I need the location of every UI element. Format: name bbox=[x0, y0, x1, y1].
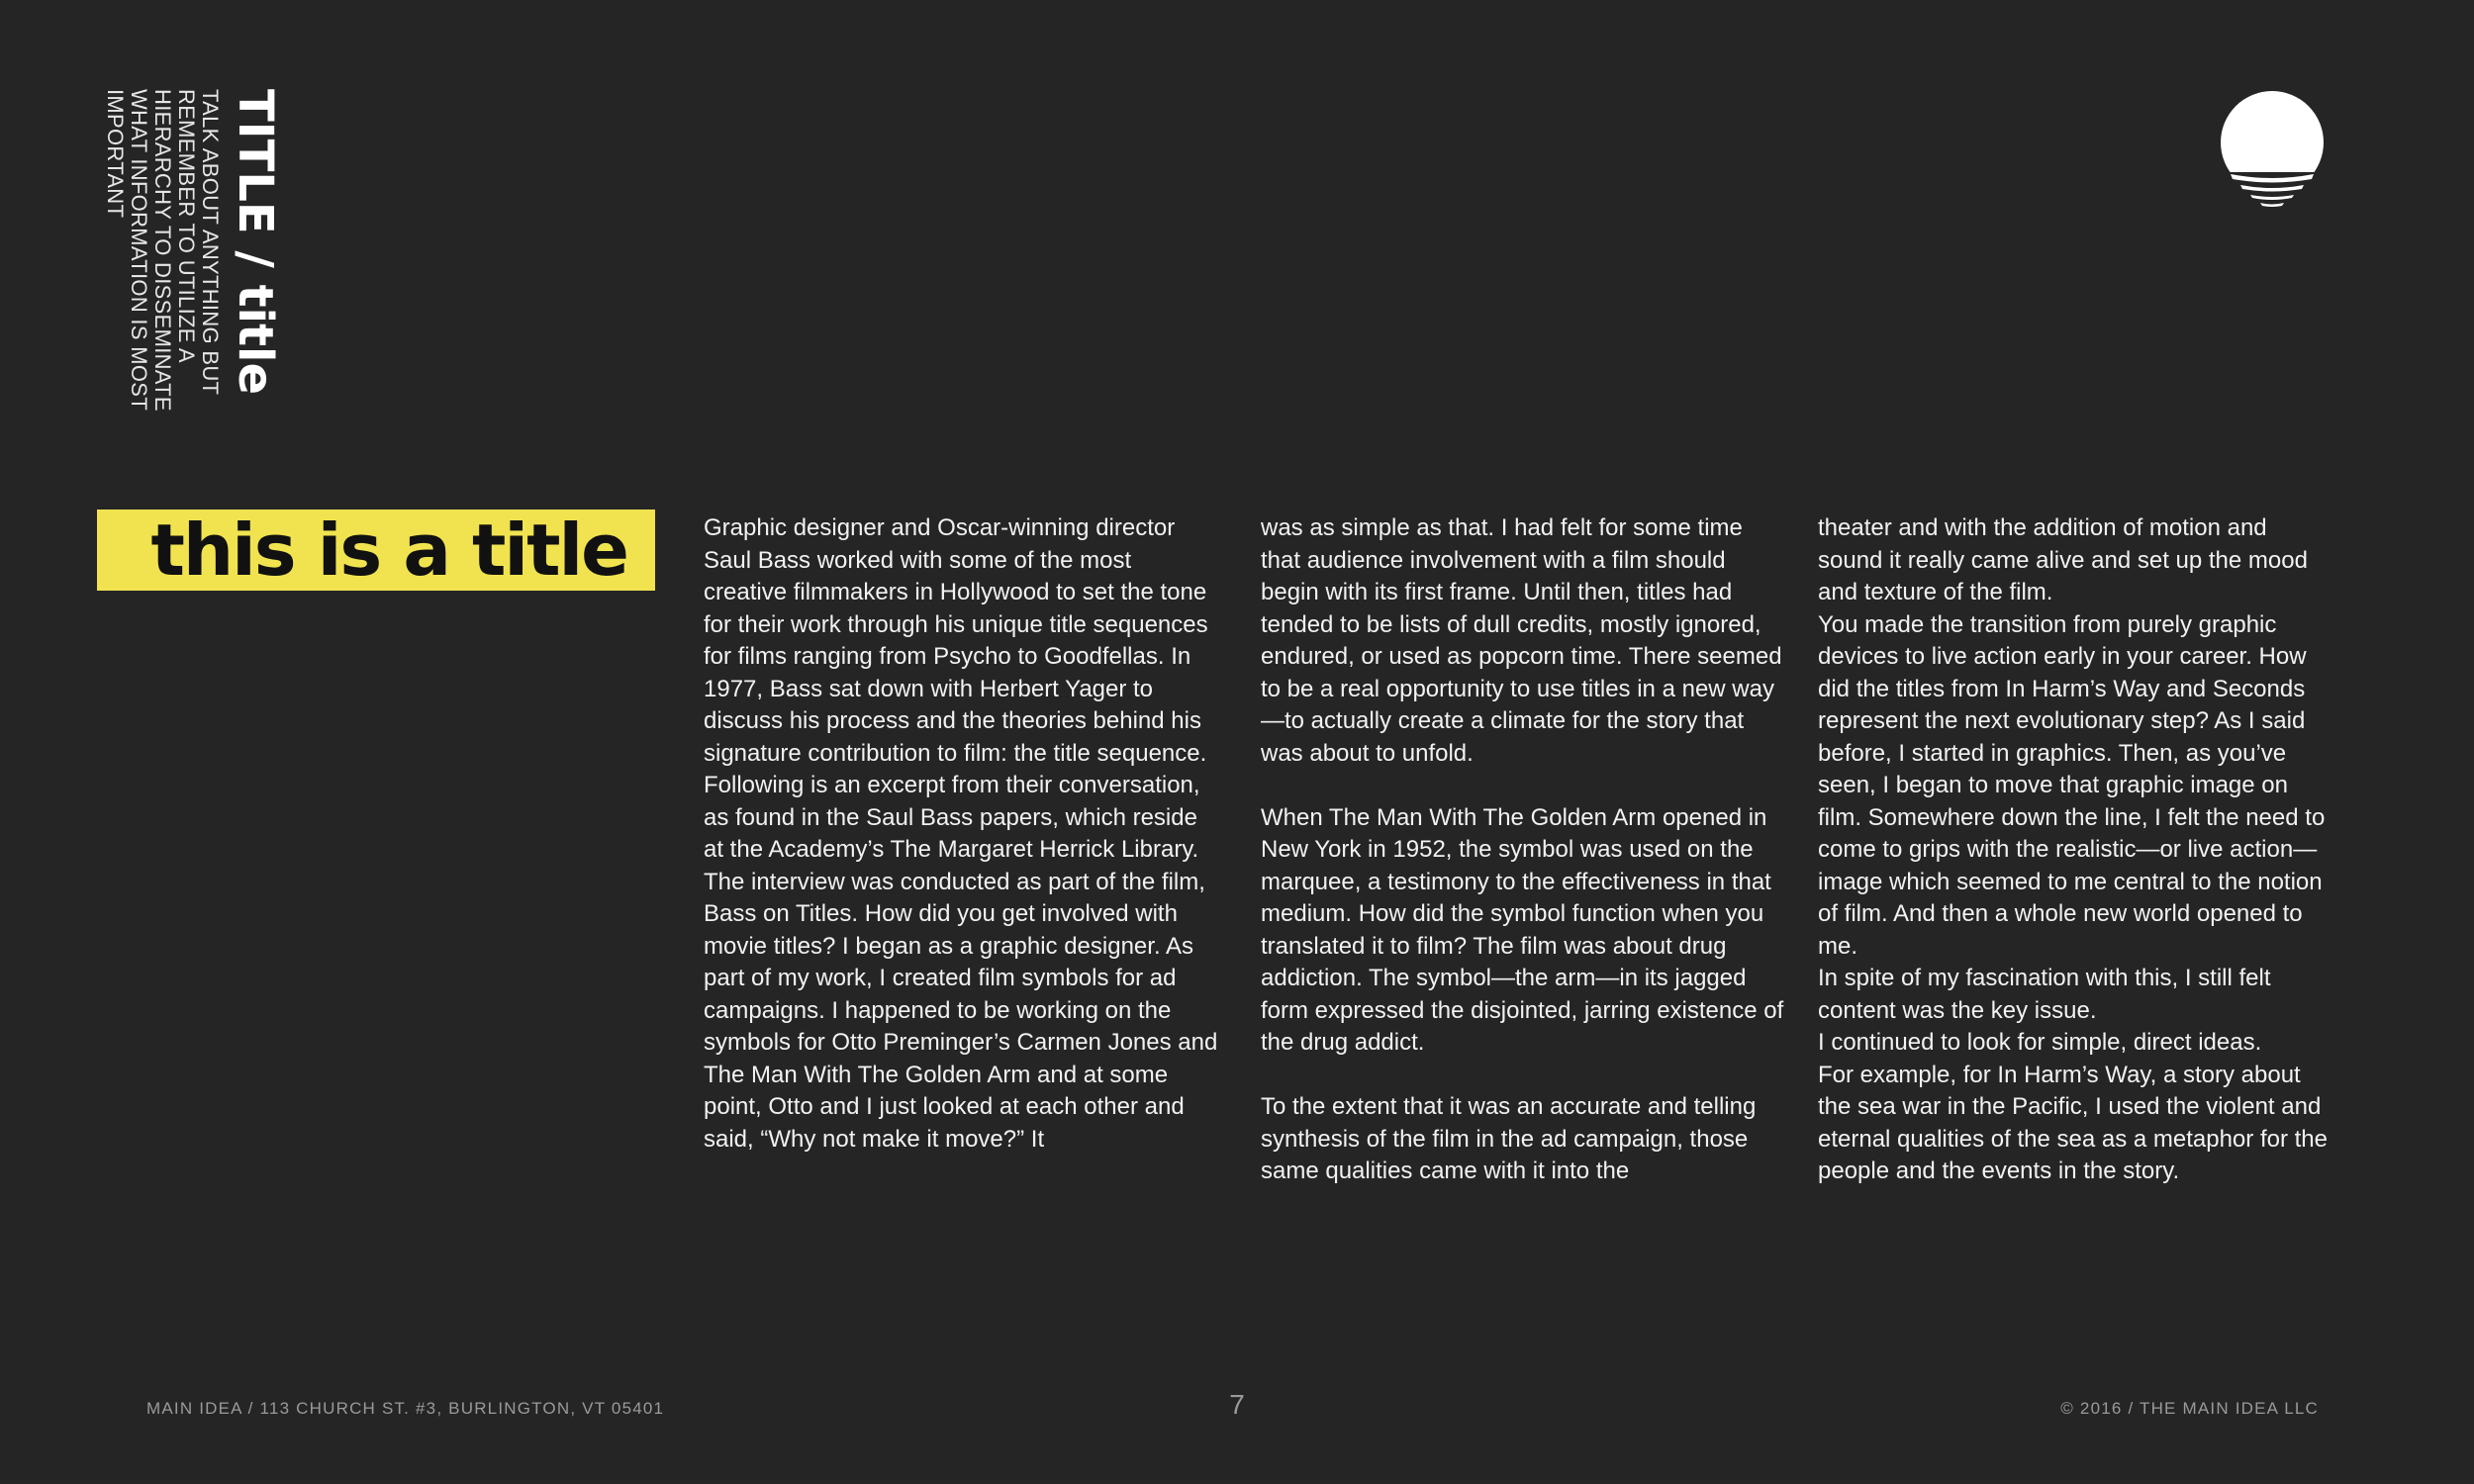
paragraph: In spite of my fascination with this, I still felt content was the key issue. bbox=[1818, 965, 2271, 1024]
sun-setting-icon bbox=[2217, 87, 2328, 216]
paragraph: I continued to look for simple, direct ideas. bbox=[1818, 1029, 2262, 1056]
side-subtitle: TALK ABOUT ANYTHING BUT REMEMBER TO UTILIZE A HIERARCHY TO DISSEMINATE WHAT INFORMATION IS MOST IMPORTANT bbox=[103, 89, 223, 412]
footer-copyright: © 2016 / THE MAIN IDEA LLC bbox=[2060, 1399, 2319, 1418]
page-title: this is a title bbox=[150, 509, 627, 592]
logo bbox=[2217, 87, 2328, 216]
text-column-1 bbox=[704, 512, 1218, 1156]
text-column-2 bbox=[1261, 512, 1785, 1188]
page-number: 7 bbox=[1229, 1389, 1245, 1420]
paragraph: You made the transition from purely graphic devices to live action early in your career. How did the titles from In Harm’s Way and Seconds represent the next evolutionary step? As I said before, I started in graphics. Then, as you’ve seen, I began to move that graphic image on film. Somewhere down the line, I felt the need to come to grips with the realistic—or live action—image which seemed to me central to the notion of film. And then a whole new world opened to me. bbox=[1818, 610, 2326, 960]
side-title: TITLE / title bbox=[228, 89, 283, 396]
paragraph: When The Man With The Golden Arm opened in New York in 1952, the symbol was used on the marquee, a testimony to the effectiveness in that medium. How did the symbol function when you translated it to film? The film was about drug addiction. The symbol—the arm—in its jagged form expressed the disjointed, jarring existence of the drug addict. bbox=[1261, 803, 1784, 1056]
title-banner bbox=[97, 510, 655, 591]
paragraph: Graphic designer and Oscar-winning director Saul Bass worked with some of the most creative filmmakers in Hollywood to set the tone for their work through his unique title sequences for films ranging from Psycho to Goodfellas. In 1977, Bass sat down with Herbert Yager to discuss his process and the theories behind his signature contribution to film: the title sequence. Following is an excerpt from their conversation, as found in the Saul Bass papers, which reside at the Academy’s The Margaret Herrick Library. The interview was conducted as part of the film, Bass on Titles. How did you get involved with movie titles? I began as a graphic designer. As part of my work, I created film symbols for ad campaigns. I happened to be working on the symbols for Otto Preminger’s Carmen Jones and The Man With The Golden Arm and at some point, Otto and I just looked at each other and said, “Why not make it move?” It bbox=[704, 514, 1218, 1153]
paragraph: For example, for In Harm’s Way, a story about the sea war in the Pacific, I used the violent and eternal qualities of the sea as a metaphor for the people and the events in the story. bbox=[1818, 1061, 2328, 1184]
paragraph: was as simple as that. I had felt for some time that audience involvement with a film should begin with its first frame. Until then, titles had tended to be lists of dull credits, mostly ignored, endured, or used as popcorn time. There seemed to be a real opportunity to use titles in a new way—to actually create a climate for the story that was about to unfold. bbox=[1261, 514, 1782, 767]
paragraph: theater and with the addition of motion and sound it really came alive and set up the mood and texture of the film. bbox=[1818, 514, 2308, 605]
footer-address: MAIN IDEA / 113 CHURCH ST. #3, BURLINGTON, VT 05401 bbox=[146, 1399, 665, 1418]
text-column-3 bbox=[1818, 512, 2332, 1188]
paragraph: To the extent that it was an accurate and telling synthesis of the film in the ad campaign, those same qualities came with it into the bbox=[1261, 1093, 1757, 1184]
side-heading bbox=[95, 89, 283, 544]
